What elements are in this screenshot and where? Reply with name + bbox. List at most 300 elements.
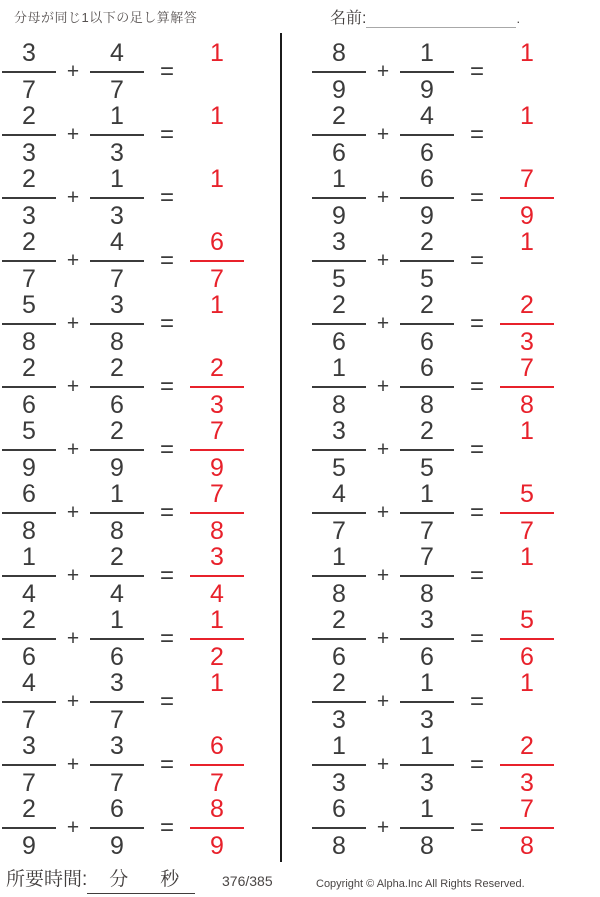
addend-2-numerator: 1 [400,796,454,829]
name-period: . [516,11,521,26]
name-label: 名前: [330,10,367,27]
addend-2-denominator: 3 [420,705,434,734]
fraction-addend-2 [90,733,144,797]
fraction-addend-2 [400,796,454,860]
addend-2-numerator: 3 [90,733,144,766]
answer-denominator [500,703,554,734]
fraction-addend-2 [400,292,454,356]
answer-denominator: 9 [210,831,224,860]
answer-numerator: 7 [500,796,554,829]
fraction-addend-1 [312,544,366,608]
answer-value [500,481,554,545]
addend-1-denominator: 8 [332,831,346,860]
fraction-addend-1 [312,481,366,545]
addend-2-numerator: 4 [90,40,144,73]
plus-sign: + [376,500,390,524]
fraction-addend-1 [312,292,366,356]
addend-2-denominator: 5 [420,453,434,482]
addend-1-denominator: 7 [22,705,36,734]
answer-numerator: 6 [190,733,244,766]
addend-1-denominator: 3 [22,201,36,230]
answer-denominator [500,262,554,293]
equals-sign: = [469,498,484,526]
answer-numerator: 1 [190,607,244,640]
problem-row [2,481,244,544]
equals-sign: = [159,57,174,85]
answer-denominator [190,199,244,230]
equals-sign: = [469,813,484,841]
addend-2-numerator: 1 [400,670,454,703]
answer-denominator: 9 [210,453,224,482]
fraction-addend-1 [312,166,366,230]
equals-sign: = [159,309,174,337]
addend-1-numerator: 1 [2,544,56,577]
addend-2-denominator: 9 [420,75,434,104]
addend-2-numerator: 4 [90,229,144,262]
addend-1-numerator: 1 [312,544,366,577]
equals-sign: = [469,57,484,85]
plus-sign: + [376,122,390,146]
addend-2-denominator: 7 [110,768,124,797]
answer-value [500,229,554,293]
fraction-addend-1 [312,355,366,419]
addend-2-denominator: 7 [110,705,124,734]
addend-1-denominator: 6 [22,642,36,671]
fraction-addend-2 [90,40,144,104]
problem-row [2,733,244,796]
fraction-addend-1 [2,103,56,167]
answer-value [190,229,244,293]
answer-denominator: 6 [520,642,534,671]
plus-sign: + [376,626,390,650]
fraction-addend-2 [400,355,454,419]
fraction-addend-1 [2,544,56,608]
fraction-addend-2 [400,544,454,608]
equals-sign: = [159,624,174,652]
fraction-addend-2 [90,355,144,419]
addend-1-denominator: 7 [22,264,36,293]
addend-1-denominator: 7 [332,516,346,545]
addend-2-numerator: 1 [400,733,454,766]
fraction-addend-2 [400,670,454,734]
answer-denominator [190,325,244,356]
equals-sign: = [159,372,174,400]
answer-value [190,544,244,608]
addend-1-numerator: 4 [312,481,366,514]
column-divider-line [280,33,282,862]
answer-value [500,355,554,419]
plus-sign: + [66,122,80,146]
addend-2-denominator: 7 [420,516,434,545]
fraction-addend-1 [2,418,56,482]
addend-1-denominator: 6 [332,327,346,356]
answer-denominator: 7 [210,768,224,797]
fraction-addend-1 [312,418,366,482]
addend-1-denominator: 9 [332,75,346,104]
addend-2-numerator: 2 [400,229,454,262]
fraction-addend-1 [312,796,366,860]
addend-2-numerator: 1 [90,103,144,136]
fraction-addend-1 [312,103,366,167]
answer-denominator [500,451,554,482]
answer-value [500,103,554,167]
addend-2-denominator: 9 [110,453,124,482]
equals-sign: = [469,183,484,211]
fraction-addend-2 [400,607,454,671]
equals-sign: = [469,624,484,652]
addend-2-numerator: 3 [400,607,454,640]
answer-denominator: 7 [210,264,224,293]
addend-1-numerator: 2 [312,292,366,325]
addend-1-numerator: 2 [2,607,56,640]
plus-sign: + [376,437,390,461]
plus-sign: + [376,311,390,335]
addend-1-numerator: 3 [2,733,56,766]
equals-sign: = [159,498,174,526]
equals-sign: = [159,561,174,589]
problem-row [312,733,554,796]
addend-2-numerator: 1 [90,607,144,640]
addend-2-numerator: 2 [90,544,144,577]
problem-row [2,796,244,859]
fraction-addend-2 [400,733,454,797]
minutes-unit-label: 分 [109,869,129,890]
answer-numerator: 5 [500,607,554,640]
plus-sign: + [66,500,80,524]
answer-numerator: 3 [190,544,244,577]
addend-2-denominator: 3 [110,201,124,230]
problems-column-left [2,40,244,859]
fraction-addend-1 [2,670,56,734]
addend-1-numerator: 6 [2,481,56,514]
equals-sign: = [469,309,484,337]
fraction-addend-2 [90,544,144,608]
addend-1-numerator: 6 [312,796,366,829]
problem-row [2,355,244,418]
problem-row [2,103,244,166]
equals-sign: = [159,813,174,841]
addend-1-numerator: 2 [2,796,56,829]
answer-denominator [190,703,244,734]
plus-sign: + [376,248,390,272]
plus-sign: + [66,437,80,461]
problem-row [312,355,554,418]
answer-value [500,733,554,797]
addend-1-denominator: 3 [22,138,36,167]
name-field [330,5,520,28]
addend-1-denominator: 6 [332,138,346,167]
answer-value [190,355,244,419]
plus-sign: + [66,248,80,272]
answer-numerator: 5 [500,481,554,514]
equals-sign: = [469,120,484,148]
addend-1-denominator: 8 [22,516,36,545]
addend-1-numerator: 1 [312,733,366,766]
answer-denominator: 3 [210,390,224,419]
addend-1-denominator: 9 [332,201,346,230]
addend-1-numerator: 2 [312,607,366,640]
plus-sign: + [66,815,80,839]
addend-1-denominator: 8 [22,327,36,356]
fraction-addend-1 [2,40,56,104]
problem-row [2,670,244,733]
answer-numerator: 7 [500,166,554,199]
elapsed-time-blank [87,864,195,894]
addend-2-denominator: 3 [420,768,434,797]
problem-row [2,607,244,670]
problem-row [312,481,554,544]
answer-value [190,292,244,356]
addend-1-denominator: 6 [332,642,346,671]
answer-value [500,40,554,104]
answer-denominator: 3 [520,327,534,356]
problem-row [312,229,554,292]
answer-value [190,733,244,797]
equals-sign: = [469,435,484,463]
problem-row [312,418,554,481]
problem-row [2,166,244,229]
answer-denominator: 8 [210,516,224,545]
plus-sign: + [66,752,80,776]
answer-numerator: 8 [190,796,244,829]
answer-denominator [500,136,554,167]
equals-sign: = [159,750,174,778]
plus-sign: + [66,689,80,713]
plus-sign: + [376,752,390,776]
fraction-addend-2 [90,229,144,293]
addend-1-denominator: 9 [22,831,36,860]
seconds-unit-label: 秒 [160,869,180,890]
addend-1-numerator: 1 [312,355,366,388]
equals-sign: = [159,246,174,274]
fraction-addend-1 [2,796,56,860]
answer-denominator [500,73,554,104]
addend-1-denominator: 9 [22,453,36,482]
fraction-addend-1 [312,229,366,293]
addend-2-numerator: 2 [90,418,144,451]
elapsed-time-label: 所要時間: [6,869,88,890]
problem-row [312,166,554,229]
addend-2-numerator: 6 [90,796,144,829]
addend-2-denominator: 9 [110,831,124,860]
addend-2-denominator: 8 [420,579,434,608]
fraction-addend-2 [90,292,144,356]
answer-denominator: 7 [520,516,534,545]
fraction-addend-1 [2,229,56,293]
equals-sign: = [469,687,484,715]
equals-sign: = [159,120,174,148]
problem-row [2,40,244,103]
answer-numerator: 1 [210,668,224,697]
answer-value [190,607,244,671]
addend-2-numerator: 7 [400,544,454,577]
fraction-addend-2 [400,229,454,293]
addend-1-numerator: 4 [2,670,56,703]
plus-sign: + [66,185,80,209]
answer-numerator: 1 [210,290,224,319]
fraction-addend-2 [90,670,144,734]
answer-denominator [500,577,554,608]
addend-2-numerator: 3 [90,670,144,703]
answer-denominator: 3 [520,768,534,797]
addend-2-numerator: 2 [400,418,454,451]
answer-denominator: 2 [210,642,224,671]
addend-1-denominator: 5 [332,264,346,293]
addend-1-numerator: 2 [2,229,56,262]
fraction-addend-1 [2,481,56,545]
equals-sign: = [469,561,484,589]
answer-value [500,796,554,860]
fraction-addend-2 [90,796,144,860]
addend-2-denominator: 7 [110,264,124,293]
fraction-addend-1 [312,40,366,104]
addend-2-numerator: 1 [90,481,144,514]
answer-numerator: 2 [190,355,244,388]
answer-value [500,166,554,230]
problem-row [312,796,554,859]
answer-value [500,607,554,671]
plus-sign: + [66,311,80,335]
fraction-addend-2 [400,40,454,104]
addend-1-numerator: 5 [2,418,56,451]
plus-sign: + [66,626,80,650]
answer-value [500,670,554,734]
answer-numerator: 1 [520,227,534,256]
answer-value [500,292,554,356]
addend-2-denominator: 8 [110,516,124,545]
fraction-addend-2 [90,166,144,230]
answer-numerator: 7 [190,481,244,514]
answer-numerator: 2 [500,733,554,766]
equals-sign: = [159,183,174,211]
plus-sign: + [66,59,80,83]
addend-2-denominator: 7 [110,75,124,104]
equals-sign: = [469,246,484,274]
answer-numerator: 1 [520,416,534,445]
answer-numerator: 1 [520,38,534,67]
problem-row [312,40,554,103]
addend-2-denominator: 5 [420,264,434,293]
addend-2-denominator: 6 [110,390,124,419]
addend-1-numerator: 3 [312,229,366,262]
addend-2-numerator: 1 [90,166,144,199]
equals-sign: = [159,687,174,715]
problem-row [2,292,244,355]
plus-sign: + [66,374,80,398]
addend-2-denominator: 8 [420,831,434,860]
answer-value [190,670,244,734]
addend-1-numerator: 2 [2,166,56,199]
fraction-addend-2 [90,103,144,167]
fraction-addend-2 [90,607,144,671]
plus-sign: + [376,689,390,713]
answer-numerator: 2 [500,292,554,325]
addend-2-denominator: 6 [420,642,434,671]
fraction-addend-1 [312,607,366,671]
answer-numerator: 1 [520,668,534,697]
addend-2-numerator: 6 [400,166,454,199]
plus-sign: + [376,815,390,839]
answer-value [500,544,554,608]
copyright-text: Copyright © Alpha.Inc All Rights Reserved. [316,878,525,890]
answer-numerator: 1 [520,101,534,130]
fraction-addend-1 [312,733,366,797]
answer-numerator: 1 [210,101,224,130]
answer-numerator: 1 [520,542,534,571]
addend-2-denominator: 8 [420,390,434,419]
equals-sign: = [469,750,484,778]
addend-1-numerator: 5 [2,292,56,325]
answer-numerator: 7 [190,418,244,451]
fraction-addend-2 [400,418,454,482]
answer-denominator: 4 [210,579,224,608]
answer-denominator: 9 [520,201,534,230]
fraction-addend-1 [2,355,56,419]
fraction-addend-1 [312,670,366,734]
fraction-addend-2 [90,418,144,482]
answer-value [190,40,244,104]
addend-2-numerator: 2 [400,292,454,325]
answer-value [190,796,244,860]
addend-1-numerator: 2 [2,103,56,136]
problem-row [2,229,244,292]
addend-2-numerator: 6 [400,355,454,388]
addend-1-denominator: 6 [22,390,36,419]
addend-1-numerator: 2 [312,670,366,703]
elapsed-time-field [6,864,195,894]
fraction-addend-1 [2,607,56,671]
addend-1-denominator: 8 [332,390,346,419]
addend-1-denominator: 8 [332,579,346,608]
equals-sign: = [159,435,174,463]
page-title: 分母が同じ1以下の足し算解答 [14,10,198,25]
addend-1-numerator: 3 [312,418,366,451]
problem-row [2,544,244,607]
fraction-addend-2 [400,481,454,545]
problem-row [312,670,554,733]
plus-sign: + [66,563,80,587]
addend-1-numerator: 2 [2,355,56,388]
addend-2-denominator: 6 [110,642,124,671]
answer-value [190,103,244,167]
plus-sign: + [376,563,390,587]
answer-numerator: 1 [210,164,224,193]
fraction-addend-1 [2,166,56,230]
addend-2-numerator: 2 [90,355,144,388]
addend-2-denominator: 4 [110,579,124,608]
fraction-addend-2 [400,103,454,167]
addend-1-denominator: 7 [22,75,36,104]
addend-2-denominator: 8 [110,327,124,356]
answer-numerator: 1 [210,38,224,67]
problems-column-right [312,40,554,859]
answer-numerator: 7 [500,355,554,388]
addend-2-denominator: 3 [110,138,124,167]
page-number: 376/385 [222,873,273,889]
problem-row [312,544,554,607]
plus-sign: + [376,59,390,83]
plus-sign: + [376,185,390,209]
answer-numerator: 6 [190,229,244,262]
addend-1-denominator: 3 [332,768,346,797]
addend-2-denominator: 9 [420,201,434,230]
problem-row [312,103,554,166]
addend-1-numerator: 2 [312,103,366,136]
problem-row [312,607,554,670]
addend-1-numerator: 8 [312,40,366,73]
answer-denominator: 8 [520,831,534,860]
answer-value [190,481,244,545]
